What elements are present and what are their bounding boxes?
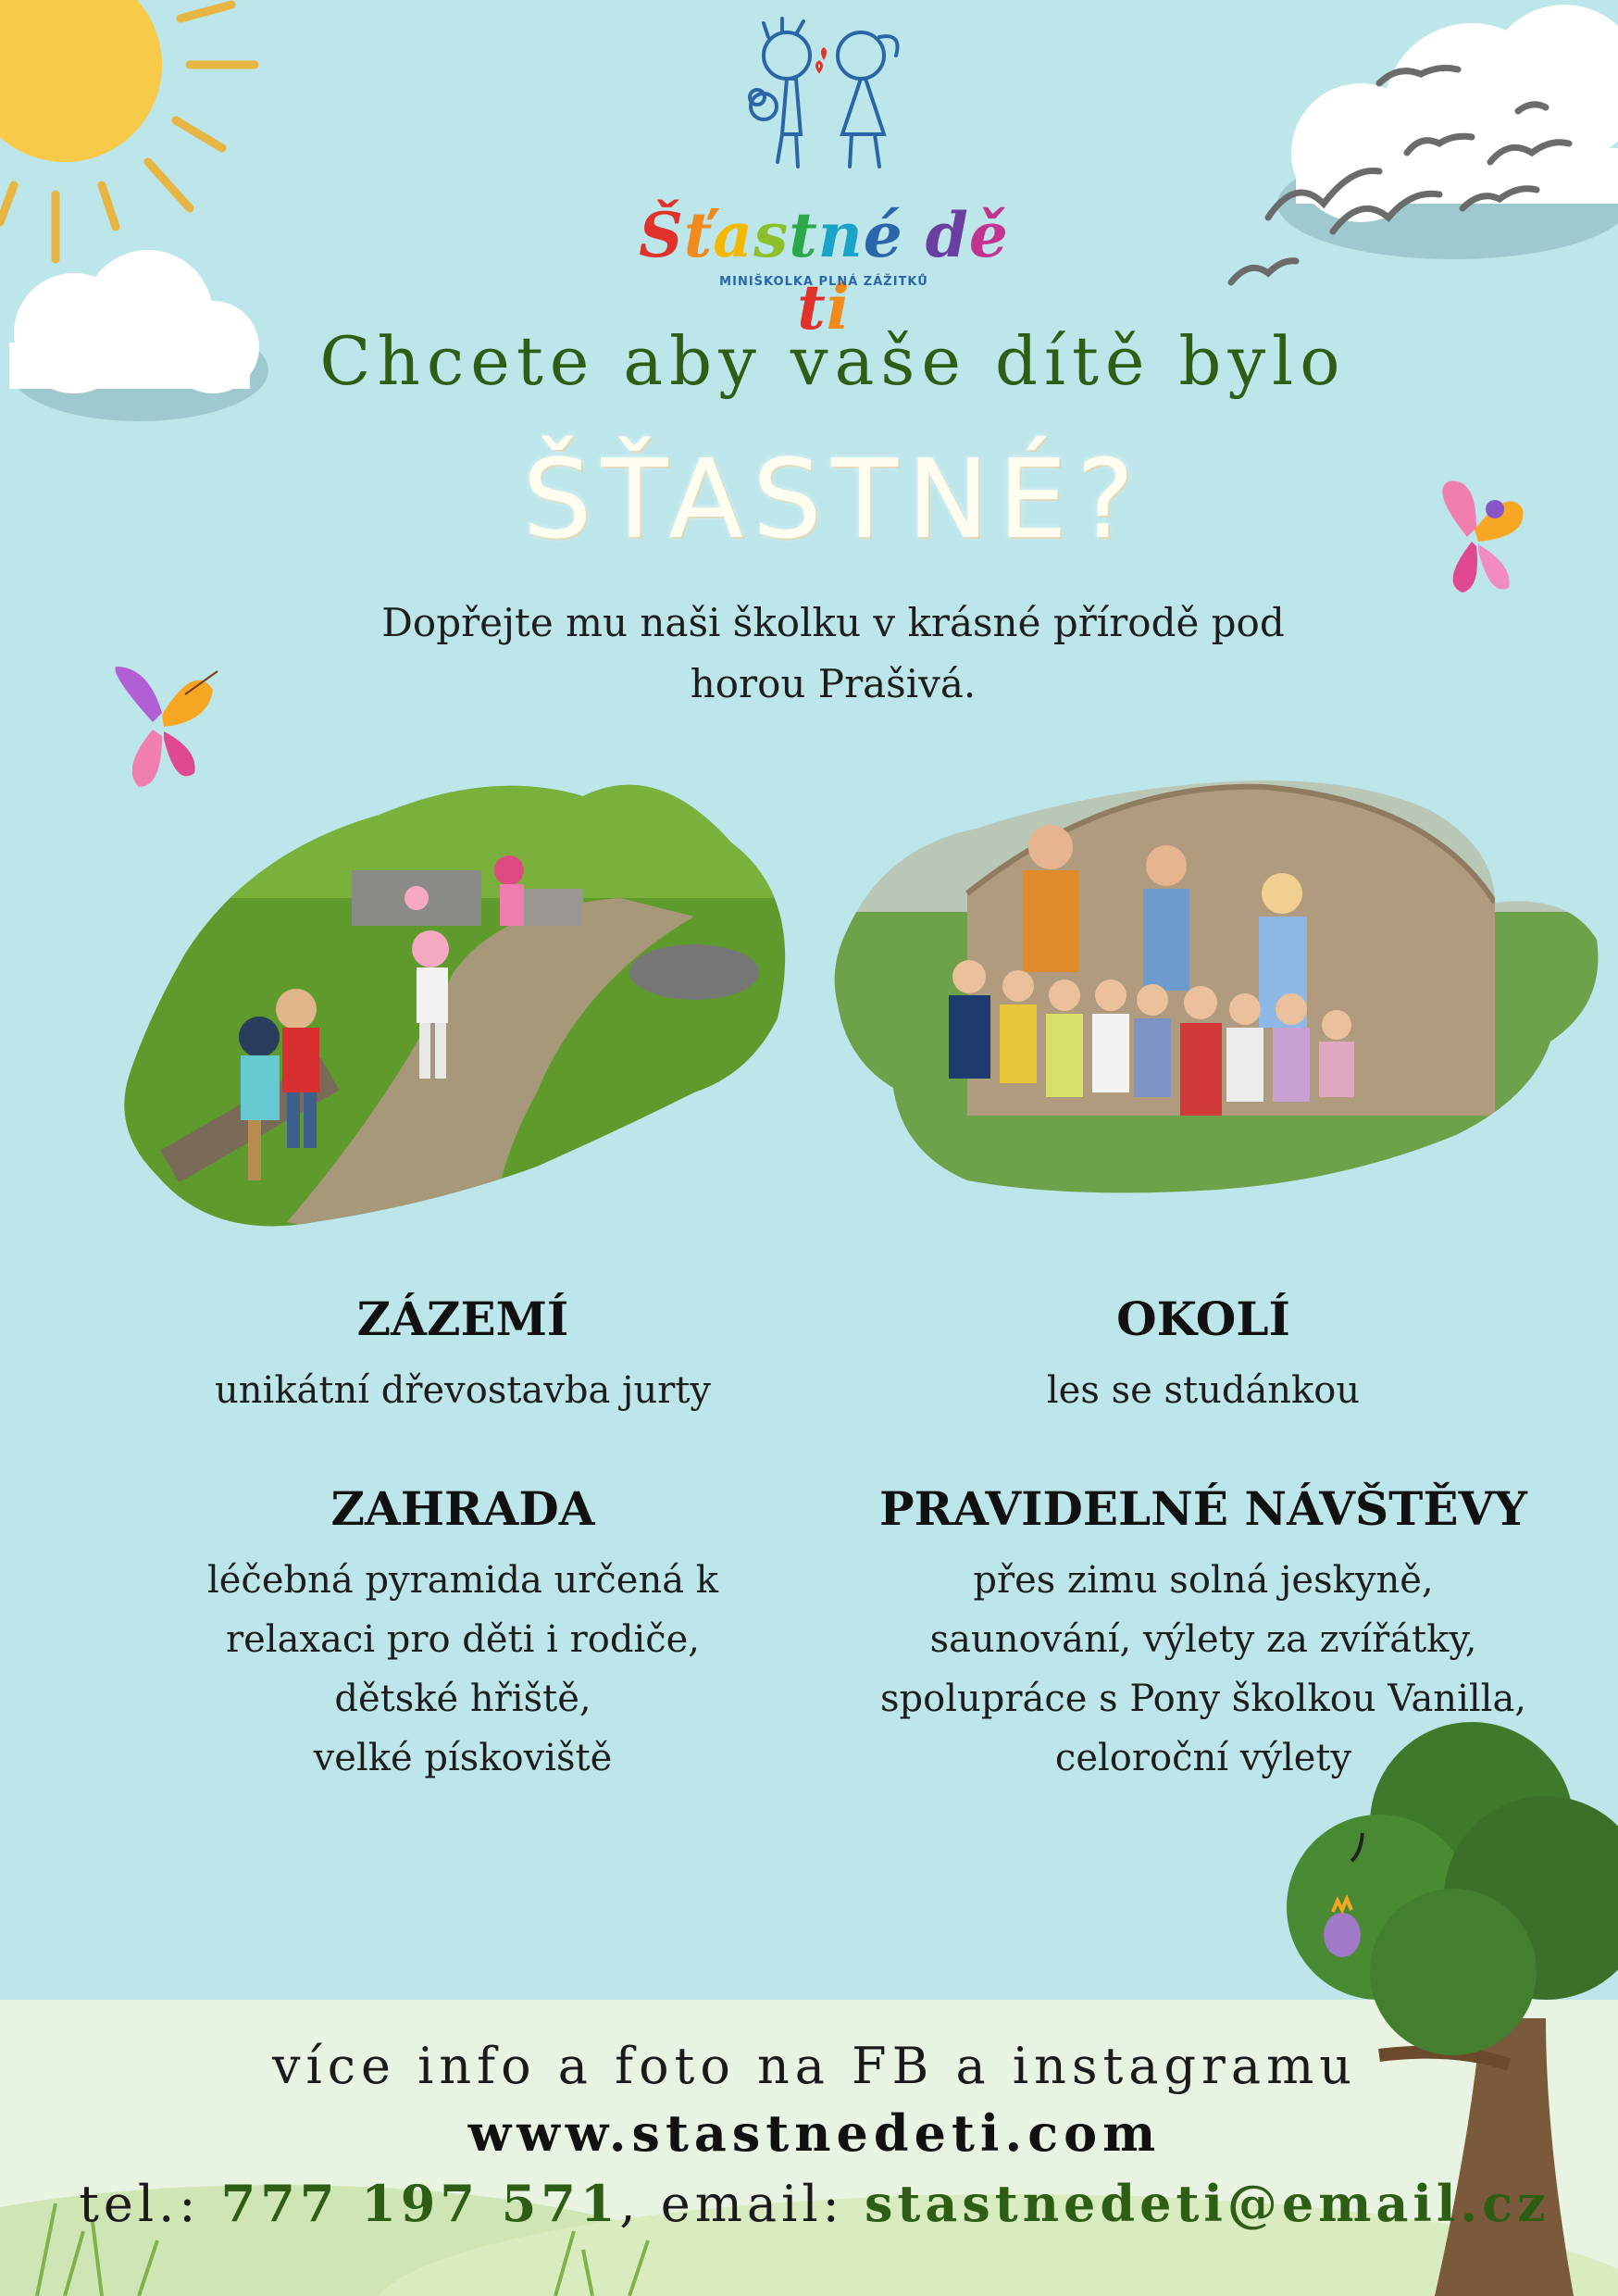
logo-letter: ě (968, 199, 1009, 271)
intro-line: Dopřejte mu naši školku v krásné přírodě pod (381, 600, 1285, 645)
logo-letter: é (863, 199, 903, 271)
feature-line: přes zimu solná jeskyně, (973, 1559, 1434, 1602)
intro-text (278, 593, 1388, 715)
feature-title-zazemi: ZÁZEMÍ (356, 1292, 569, 1346)
logo-letter: Š (639, 199, 684, 271)
bird-icon (1324, 1913, 1361, 1957)
feature-line: dětské hřiště, (334, 1678, 591, 1720)
birds-icon (1213, 46, 1601, 315)
logo-letter: n (817, 199, 864, 271)
logo-letter: i (826, 271, 851, 343)
feature-line: saunování, výlety za zvířátky, (929, 1618, 1477, 1661)
footer-website[interactable]: www.stastnedeti.com (467, 2103, 1162, 2163)
butterfly-icon (1421, 472, 1532, 602)
logo-letter (903, 199, 926, 271)
headline-emphasis: ŠŤASTNÉ? (522, 435, 1144, 563)
feature-line: les se studánkou (1046, 1369, 1361, 1412)
feature-text-zahrada (139, 1551, 787, 1788)
feature-line: unikátní dřevostavba jurty (215, 1369, 711, 1412)
footer-contact (74, 2174, 1555, 2233)
logo-letter: t (797, 271, 827, 343)
headline: Chcete aby vaše dítě bylo (319, 322, 1347, 400)
feature-title-zahrada: ZAHRADA (330, 1481, 595, 1536)
feature-line: relaxaci pro děti i rodiče, (225, 1618, 701, 1661)
feature-line: léčebná pyramida určená k (206, 1559, 719, 1602)
feature-line: spolupráce s Pony školkou Vanilla, (879, 1678, 1527, 1720)
phone-number[interactable]: 777 197 571 (220, 2174, 620, 2233)
logo-subtitle: MINIŠKOLKA PLNÁ ZÁŽITKŮ (719, 275, 928, 289)
feature-title-okoli: OKOLÍ (1116, 1292, 1290, 1346)
logo-letter: a (713, 199, 754, 271)
tel-label: tel.: (79, 2175, 221, 2233)
feature-text-okoli (879, 1361, 1527, 1420)
email-address[interactable]: stastnedeti@email.cz (865, 2174, 1550, 2233)
logo-letter: t (789, 199, 818, 271)
logo (629, 14, 1018, 343)
logo-letter: ť (683, 199, 714, 271)
forest-photo (102, 741, 815, 1259)
logo-letter: s (753, 199, 790, 271)
kissing-children-icon (731, 14, 916, 190)
feature-text-zazemi (139, 1361, 787, 1420)
feature-line: velké pískoviště (313, 1737, 613, 1779)
feature-line: celoroční výlety (1054, 1737, 1352, 1779)
feature-title-navstevy: PRAVIDELNÉ NÁVŠTĚVY (879, 1481, 1527, 1536)
intro-line: horou Prašivá. (690, 661, 977, 706)
footer-info: více info a foto na FB a instagramu (271, 2037, 1358, 2095)
logo-letter: d (925, 199, 969, 271)
yurt-group-photo (828, 764, 1606, 1208)
email-label: , email: (619, 2175, 865, 2233)
